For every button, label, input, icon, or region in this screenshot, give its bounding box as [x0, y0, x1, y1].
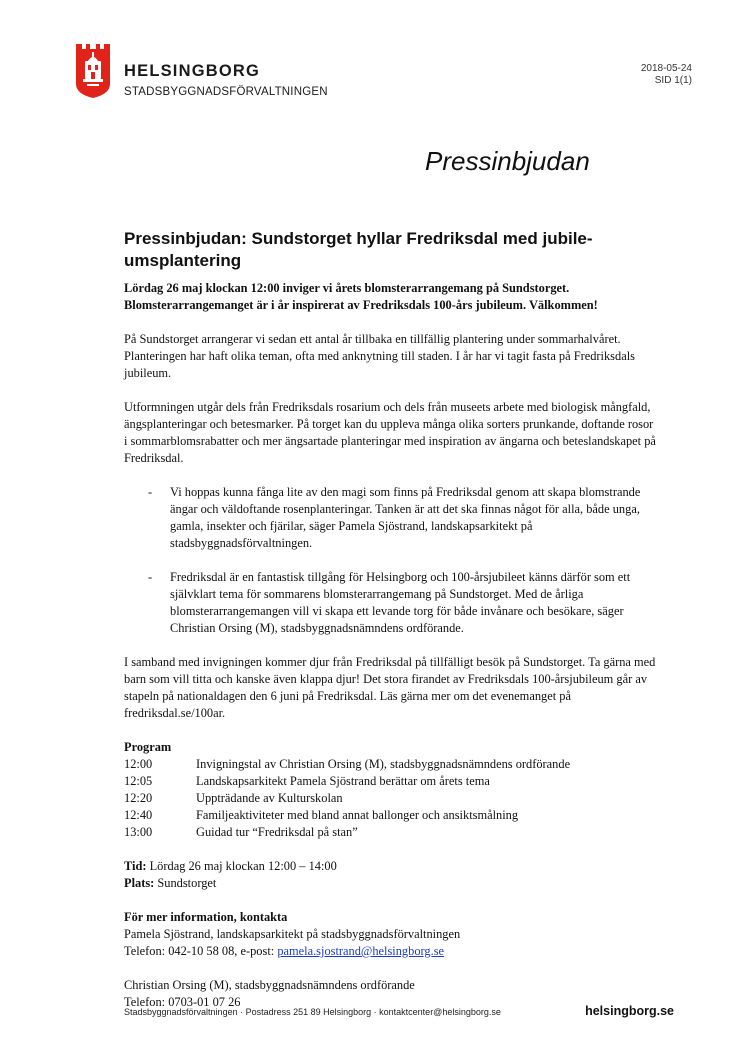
headline: Pressinbjudan: Sundstorget hyllar Fredriksdal med jubileumsplantering: [124, 229, 593, 270]
lead-paragraph: Lördag 26 maj klockan 12:00 inviger vi årets blomsterarrangemang på Sundstorget. Blomsterarrangemanget är i år inspirerat av Fredriksdals 100-års jubileum. Välkommen!: [124, 281, 598, 312]
department-name: STADSBYGGNADSFÖRVALTNINGEN: [124, 86, 328, 98]
paragraph: På Sundstorget arrangerar vi sedan ett antal år tillbaka en tillfällig plantering under sommarhalvåret. Planteringen har haft olika teman, ofta med anknytning till staden. I år har vi tagit fasta på Fredriksdals jubileum.: [124, 332, 635, 380]
event-place-value: Sundstorget: [154, 876, 217, 890]
program-time: 13:00: [124, 825, 153, 839]
footer-address: Stadsbyggnadsförvaltningen · Postadress 251 89 Helsingborg · kontaktcenter@helsingborg.se: [124, 1007, 501, 1017]
program-time: 12:20: [124, 791, 153, 805]
paragraph: I samband med invigningen kommer djur från Fredriksdal på tillfälligt besök på Sundstorget. Ta gärna med barn som vill titta och kanske även klappa djur! Det stora firandet av Fredriksdals 100-årsjubileum går av stapeln på nationaldagen den 6 juni på Fredriksdal. Läs gärna mer om det evenemanget på fredriksdal.se/100ar.: [124, 655, 656, 720]
paragraph: Utformningen utgår dels från Fredriksdals rosarium och dels från museets arbete med biologisk mångfald, ängsplanteringar och betesmarker. På torget kan du uppleva många olika sorters prunkande, doftande rosor i sommarblomsrabatter och mer ängsartade planteringar med inspiration av ängarna och beteslandskapet på Fredriksdal.: [124, 400, 656, 465]
program-text: Uppträdande av Kulturskolan: [196, 791, 343, 805]
program-text: Familjeaktiviteter med bland annat ballonger och ansiktsmålning: [196, 808, 519, 822]
program-text: Landskapsarkitekt Pamela Sjöstrand berättar om årets tema: [196, 774, 490, 788]
contact-title: För mer information, kontakta: [124, 910, 288, 924]
contact-person: Pamela Sjöstrand, landskapsarkitekt på stadsbyggnadsförvaltningen: [124, 927, 461, 941]
dash-bullet: -: [148, 570, 153, 584]
program-row: [124, 773, 656, 790]
event-time: [124, 858, 656, 875]
event-place: [124, 875, 656, 892]
contact-phone: Telefon: 0703-01 07 26: [124, 995, 241, 1009]
contact-section: [124, 977, 656, 1011]
dash-bullet: -: [148, 485, 153, 499]
event-info: [124, 858, 656, 892]
program-row: [124, 807, 656, 824]
document-body: [124, 228, 656, 1028]
quote-text: Vi hoppas kunna fånga lite av den magi som finns på Fredriksdal genom att skapa blomstrande ängar och väldoftande rosenplanteringar. Tanken är att det ska finnas något för alla, både unga, gamla, insekter och fjärilar, säger Pamela Sjöstrand, landskapsarkitekt på stadsbyggnadsförvaltningen.: [170, 485, 641, 550]
program-row: [124, 756, 656, 773]
event-time-label: Tid:: [124, 859, 147, 873]
program-title: Program: [124, 740, 172, 754]
program-time: 12:40: [124, 808, 153, 822]
document-date: 2018-05-24: [640, 63, 692, 74]
event-place-label: Plats:: [124, 876, 155, 890]
program-section: [124, 739, 656, 841]
program-row: [124, 824, 656, 841]
event-time-value: Lördag 26 maj klockan 12:00 – 14:00: [146, 859, 337, 873]
program-time: 12:05: [124, 774, 153, 788]
program-text: Guidad tur “Fredriksdal på stan”: [196, 825, 358, 839]
program-time: 12:00: [124, 757, 153, 771]
footer-website: helsingborg.se: [585, 1004, 674, 1018]
helsingborg-crest-icon: [76, 44, 110, 98]
program-text: Invigningstal av Christian Orsing (M), stadsbyggnadsnämndens ordförande: [196, 757, 571, 771]
contact-phone-text: Telefon: 042-10 58 08, e-post:: [124, 944, 278, 958]
contact-person: Christian Orsing (M), stadsbyggnadsnämndens ordförande: [124, 978, 415, 992]
org-name: HELSINGBORG: [124, 62, 261, 80]
email-link[interactable]: pamela.sjostrand@helsingborg.se: [277, 944, 445, 958]
contact-section: [124, 909, 656, 960]
quote-text: Fredriksdal är en fantastisk tillgång för Helsingborg och 100-årsjubileet känns därför som ett självklart tema för sommarens blomsterarrangemang på Sundstorget. Med de årliga blomsterarrangemangen vill vi skapa ett levande torg för både invånare och besökare, säger Christian Orsing (M), stadsbyggnadsnämndens ordförande.: [170, 570, 631, 635]
page-number: SID 1(1): [654, 75, 692, 86]
quote-item: [124, 569, 656, 637]
program-row: [124, 790, 656, 807]
document-type-title: Pressinbjudan: [425, 146, 590, 176]
contact-phone: [124, 943, 656, 960]
quote-item: [124, 484, 656, 552]
